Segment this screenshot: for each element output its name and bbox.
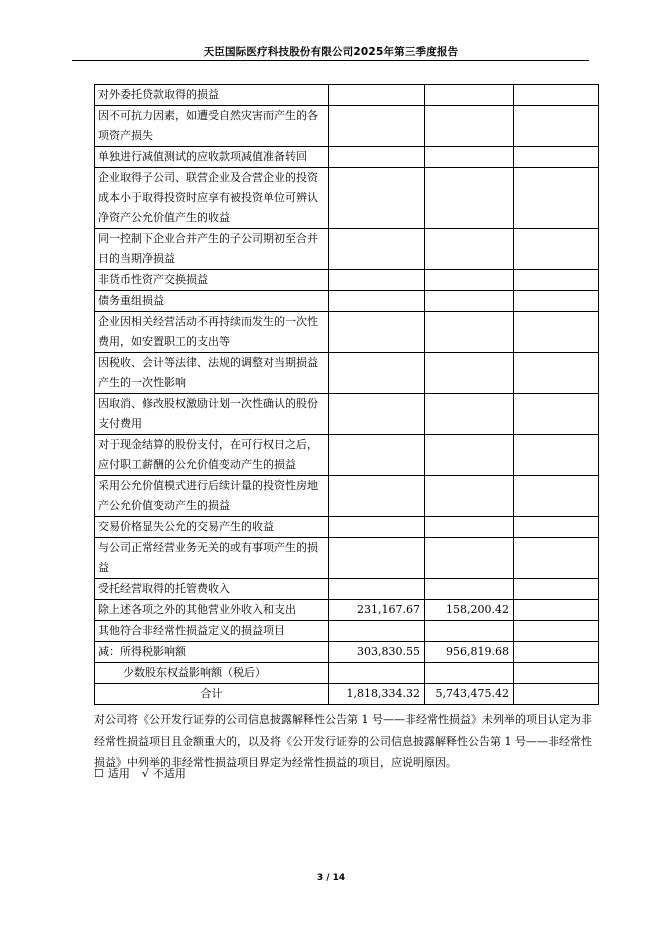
- table-row: [95, 600, 599, 621]
- row-current-value: [329, 579, 425, 600]
- table-row: [95, 663, 599, 684]
- table-row: [95, 621, 599, 642]
- row-ytd-value: [425, 229, 514, 270]
- table-row: [95, 642, 599, 663]
- row-note: [514, 229, 599, 270]
- total-note: [514, 684, 599, 705]
- checkmark-icon: √: [141, 767, 149, 780]
- row-current-value: [329, 312, 425, 353]
- row-item: 其他符合非经常性损益定义的损益项目: [95, 621, 329, 642]
- row-item: 与公司正常经营业务无关的或有事项产生的损益: [95, 538, 329, 579]
- row-note: [514, 517, 599, 538]
- row-item: 减：所得税影响额: [95, 642, 329, 663]
- row-ytd-value: [425, 394, 514, 435]
- applicability-options: [94, 766, 190, 782]
- row-note: [514, 168, 599, 229]
- row-note: [514, 663, 599, 684]
- row-current-value: [329, 663, 425, 684]
- row-item: 非货币性资产交换损益: [95, 270, 329, 291]
- total-ytd-value: 5,743,475.42: [425, 684, 514, 705]
- row-current-value: 303,830.55: [329, 642, 425, 663]
- table-total-row: [95, 684, 599, 705]
- row-note: [514, 621, 599, 642]
- row-current-value: [329, 106, 425, 147]
- row-ytd-value: [425, 85, 514, 106]
- table-row: [95, 579, 599, 600]
- row-current-value: [329, 168, 425, 229]
- table-row: [95, 312, 599, 353]
- row-note: [514, 106, 599, 147]
- explanatory-note: 对公司将《公开发行证券的公司信息披露解释性公告第 1 号——非经常性损益》未列举的项目认定为非经常性损益项目且金额重大的，以及将《公开发行证券的公司信息披露解释性公告第 1 号——非经常性损益》中列举的非经常性损益项目界定为经常性损益的项目，应说明原因。: [94, 713, 592, 769]
- row-item: 因税收、会计等法律、法规的调整对当期损益产生的一次性影响: [95, 353, 329, 394]
- row-current-value: [329, 147, 425, 168]
- row-note: [514, 270, 599, 291]
- row-ytd-value: 158,200.42: [425, 600, 514, 621]
- report-header-title: 天臣国际医疗科技股份有限公司2025年第三季度报告: [203, 46, 459, 58]
- row-note: [514, 579, 599, 600]
- row-ytd-value: [425, 291, 514, 312]
- row-ytd-value: [425, 147, 514, 168]
- row-current-value: [329, 435, 425, 476]
- row-item: 少数股东权益影响额（税后）: [95, 663, 329, 684]
- row-note: [514, 291, 599, 312]
- table-row: [95, 106, 599, 147]
- row-item: 债务重组损益: [95, 291, 329, 312]
- row-item: 对外委托贷款取得的损益: [95, 85, 329, 106]
- table-row: [95, 394, 599, 435]
- table-row: [95, 85, 599, 106]
- total-current-value: 1,818,334.32: [329, 684, 425, 705]
- row-item: 单独进行减值测试的应收款项减值准备转回: [95, 147, 329, 168]
- row-note: [514, 538, 599, 579]
- applicable-checkbox: ☐: [94, 767, 104, 780]
- table-row: [95, 517, 599, 538]
- page-number: 3 / 14: [316, 873, 346, 883]
- table-row: [95, 270, 599, 291]
- table-row: [95, 291, 599, 312]
- row-item: 交易价格显失公允的交易产生的收益: [95, 517, 329, 538]
- row-ytd-value: [425, 168, 514, 229]
- row-ytd-value: [425, 621, 514, 642]
- row-current-value: [329, 538, 425, 579]
- applicable-label: 适用: [107, 767, 130, 780]
- row-ytd-value: [425, 353, 514, 394]
- row-ytd-value: [425, 538, 514, 579]
- row-note: [514, 435, 599, 476]
- row-current-value: [329, 229, 425, 270]
- row-item: 采用公允价值模式进行后续计量的投资性房地产公允价值变动产生的损益: [95, 476, 329, 517]
- row-current-value: [329, 270, 425, 291]
- row-item: 企业因相关经营活动不再持续而发生的一次性费用，如安置职工的支出等: [95, 312, 329, 353]
- row-note: [514, 394, 599, 435]
- row-item: 受托经营取得的托管费收入: [95, 579, 329, 600]
- row-current-value: [329, 394, 425, 435]
- row-current-value: [329, 476, 425, 517]
- row-current-value: [329, 85, 425, 106]
- row-item: 因取消、修改股权激励计划一次性确认的股份支付费用: [95, 394, 329, 435]
- row-item: 同一控制下企业合并产生的子公司期初至合并日的当期净损益: [95, 229, 329, 270]
- header-divider: [72, 60, 589, 61]
- row-ytd-value: [425, 312, 514, 353]
- row-ytd-value: [425, 579, 514, 600]
- row-note: [514, 642, 599, 663]
- row-note: [514, 476, 599, 517]
- row-note: [514, 600, 599, 621]
- table-row: [95, 353, 599, 394]
- row-item: 企业取得子公司、联营企业及合营企业的投资成本小于取得投资时应享有被投资单位可辨认净资产公允价值产生的收益: [95, 168, 329, 229]
- non-recurring-gains-table: [94, 84, 599, 705]
- row-ytd-value: [425, 435, 514, 476]
- row-ytd-value: [425, 663, 514, 684]
- table-row: [95, 476, 599, 517]
- row-item: 除上述各项之外的其他营业外收入和支出: [95, 600, 329, 621]
- row-current-value: [329, 621, 425, 642]
- row-current-value: [329, 517, 425, 538]
- row-note: [514, 85, 599, 106]
- table-row: [95, 229, 599, 270]
- row-note: [514, 147, 599, 168]
- row-note: [514, 353, 599, 394]
- row-item: 对于现金结算的股份支付，在可行权日之后，应付职工薪酬的公允价值变动产生的损益: [95, 435, 329, 476]
- row-ytd-value: [425, 270, 514, 291]
- total-label: 合计: [95, 684, 329, 705]
- row-current-value: 231,167.67: [329, 600, 425, 621]
- table-row: [95, 538, 599, 579]
- not-applicable-label: 不适用: [152, 767, 186, 780]
- table-row: [95, 147, 599, 168]
- row-current-value: [329, 353, 425, 394]
- row-current-value: [329, 291, 425, 312]
- row-ytd-value: [425, 106, 514, 147]
- table-row: [95, 435, 599, 476]
- table-row: [95, 168, 599, 229]
- row-ytd-value: 956,819.68: [425, 642, 514, 663]
- row-note: [514, 312, 599, 353]
- row-ytd-value: [425, 517, 514, 538]
- row-ytd-value: [425, 476, 514, 517]
- row-item: 因不可抗力因素，如遭受自然灾害而产生的各项资产损失: [95, 106, 329, 147]
